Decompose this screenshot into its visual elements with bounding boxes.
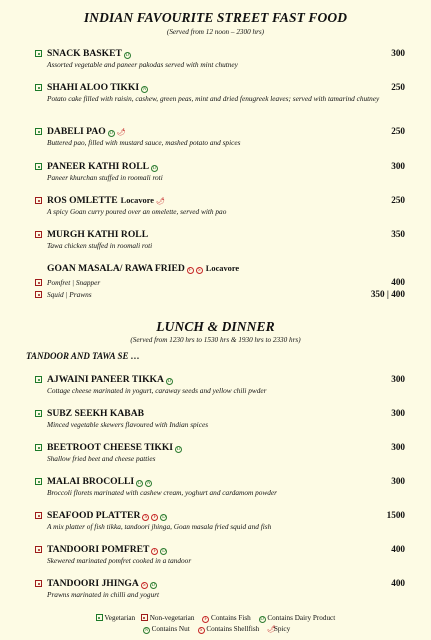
- legend-nonveg: Non-vegetarian: [149, 614, 195, 622]
- veg-icon: [35, 128, 42, 135]
- legend-nut: Contains Nut: [151, 625, 190, 633]
- item-price: 300: [391, 161, 405, 171]
- dairy-icon: D: [151, 583, 156, 588]
- item-name: PANEER KATHI ROLL: [47, 161, 149, 172]
- chili-icon: 🌶: [267, 625, 276, 633]
- nonveg-icon: [35, 291, 42, 298]
- item-price: 250: [391, 195, 405, 205]
- menu-item: [35, 442, 405, 464]
- item-description: Broccoli florets marinated with cashew cream, yoghurt and cardamom powder: [47, 488, 277, 497]
- item-price: 1500: [386, 510, 405, 520]
- dairy-icon: D: [167, 379, 172, 384]
- menu-item: [35, 82, 405, 104]
- item-name: TANDOORI JHINGA: [47, 578, 139, 589]
- nut-icon: N: [146, 481, 151, 486]
- menu-item: [35, 161, 405, 183]
- nut-icon: N: [142, 87, 147, 92]
- legend-shellfish: Contains Shellfish: [206, 625, 260, 633]
- nonveg-icon: [35, 197, 42, 204]
- item-description: A mix platter of fish tikka, tandoori jhinga, Goan masala fried squid and fish: [47, 522, 272, 531]
- item-name: SNACK BASKET: [47, 48, 122, 59]
- veg-icon: [35, 163, 42, 170]
- item-description: A spicy Goan curry poured over an omelette, served with pao: [47, 207, 227, 216]
- dairy-icon: D: [260, 617, 264, 622]
- menu-item: [35, 229, 405, 251]
- dairy-icon: D: [162, 549, 166, 554]
- item-price: 300: [391, 476, 405, 486]
- fish-icon: F: [151, 548, 158, 555]
- item-description: Assorted vegetable and paneer pakodas served with mint chutney: [47, 60, 238, 69]
- menu-item: [35, 195, 405, 217]
- item-name: SHAHI ALOO TIKKI: [47, 82, 140, 93]
- legend-dairy: Contains Dairy Product: [267, 614, 336, 622]
- sub-item-label: Pomfret | Snapper: [47, 278, 101, 287]
- veg-icon: [35, 50, 42, 57]
- legend-fish: Contains Fish: [211, 614, 251, 622]
- chili-icon: 🌶: [155, 197, 165, 205]
- item-name: GOAN MASALA/ RAWA FRIED: [47, 263, 185, 274]
- veg-icon: [96, 614, 103, 621]
- item-price: 300: [391, 374, 405, 384]
- dairy-icon: D: [109, 131, 114, 136]
- dairy-icon: D: [137, 481, 142, 486]
- legend-spicy: Spicy: [273, 625, 291, 633]
- fish-icon: F: [151, 514, 158, 521]
- dairy-icon: D: [162, 515, 166, 520]
- veg-icon: [35, 376, 42, 383]
- legend-vegetarian: Vegetarian: [104, 614, 136, 622]
- item-description: Paneer khurchan stuffed in roomali roti: [47, 173, 163, 182]
- nonveg-icon: [35, 580, 42, 587]
- item-price: 300: [391, 408, 405, 418]
- item-description: Cottage cheese marinated in yogurt, caraway seeds and yellow chili pwder: [47, 386, 267, 395]
- item-price: 400: [391, 544, 405, 554]
- section-title-lunch-dinner: LUNCH & DINNER: [156, 319, 275, 334]
- nonveg-icon: [141, 614, 148, 621]
- item-name: MALAI BROCOLLI: [47, 476, 135, 487]
- veg-icon: [35, 410, 42, 417]
- category-heading: TANDOOR AND TAWA SE …: [26, 351, 140, 361]
- shellfish-icon: S: [198, 627, 205, 634]
- section-subtitle-street-food: (Served from 12 noon – 2300 hrs): [166, 28, 265, 36]
- item-name: BEETROOT CHEESE TIKKI: [47, 442, 174, 453]
- item-name: SEAFOOD PLATTER: [47, 510, 141, 521]
- item-description: Skewered marinated pomfret cooked in a tandoor: [47, 556, 192, 565]
- item-description: Buttered pao, filled with mustard sauce, mashed potato and spices: [47, 138, 241, 147]
- fish-icon: F: [187, 267, 194, 274]
- section-subtitle-lunch-dinner: (Served from 1230 hrs to 1530 hrs & 1930 hrs to 2330 hrs): [130, 336, 301, 344]
- menu-item: [35, 48, 405, 70]
- item-price: 300: [391, 48, 405, 58]
- nonveg-icon: [35, 546, 42, 553]
- item-description: Potato cake filled with raisin, cashew, green peas, mint and dried fenugreek leaves; served with tamarind chutney: [47, 94, 380, 103]
- item-description: Shallow fried beet and cheese patties: [47, 454, 156, 463]
- menu-item: [35, 263, 405, 301]
- item-price: 400: [391, 578, 405, 588]
- menu-item: [35, 510, 405, 532]
- nonveg-icon: [35, 512, 42, 519]
- shellfish-icon: S: [142, 514, 149, 521]
- menu-item: [35, 126, 405, 148]
- section-title-street-food: INDIAN FAVOURITE STREET FAST FOOD: [83, 10, 348, 25]
- nonveg-icon: [35, 231, 42, 238]
- veg-icon: [35, 84, 42, 91]
- sub-item-price: 350 | 400: [370, 289, 405, 299]
- item-description: Tawa chicken stuffed in roomali roti: [47, 241, 153, 250]
- sub-item-label: Squid | Prawns: [47, 290, 92, 299]
- item-name: ROS OMLETTE: [47, 195, 118, 206]
- item-price: 250: [391, 126, 405, 136]
- menu-item: [35, 408, 405, 430]
- legend: [0, 613, 431, 623]
- veg-icon: [35, 444, 42, 451]
- menu-item: [35, 476, 405, 498]
- chili-icon: 🌶: [116, 128, 126, 136]
- legend-row-2: [0, 625, 431, 634]
- item-name: AJWAINI PANEER TIKKA: [47, 374, 164, 385]
- dairy-icon: D: [176, 447, 181, 452]
- menu-item: [35, 578, 405, 600]
- item-name: TANDOORI POMFRET: [47, 544, 150, 555]
- item-price: 300: [391, 442, 405, 452]
- shellfish-icon: S: [141, 582, 148, 589]
- fish-icon: F: [202, 616, 209, 623]
- shellfish-icon: S: [196, 267, 203, 274]
- item-name: SUBZ SEEKH KABAB: [47, 408, 145, 419]
- item-price: 350: [391, 229, 405, 239]
- sub-item-price: 400: [391, 277, 405, 287]
- menu-item: [35, 374, 405, 396]
- dairy-icon: D: [125, 53, 130, 58]
- item-description: Prawns marinated in chilli and yogurt: [47, 590, 160, 599]
- nut-icon: N: [144, 628, 149, 633]
- veg-icon: [35, 478, 42, 485]
- item-name: MURGH KATHI ROLL: [47, 229, 149, 240]
- nonveg-icon: [35, 279, 42, 286]
- item-price: 250: [391, 82, 405, 92]
- menu-item: [35, 544, 405, 566]
- dairy-icon: D: [152, 166, 157, 171]
- locavore-tag: Locavore: [120, 196, 154, 205]
- item-description: Minced vegetable skewers flavoured with Indian spices: [47, 420, 209, 429]
- locavore-tag: Locavore: [205, 264, 240, 273]
- item-name: DABELI PAO: [47, 126, 106, 137]
